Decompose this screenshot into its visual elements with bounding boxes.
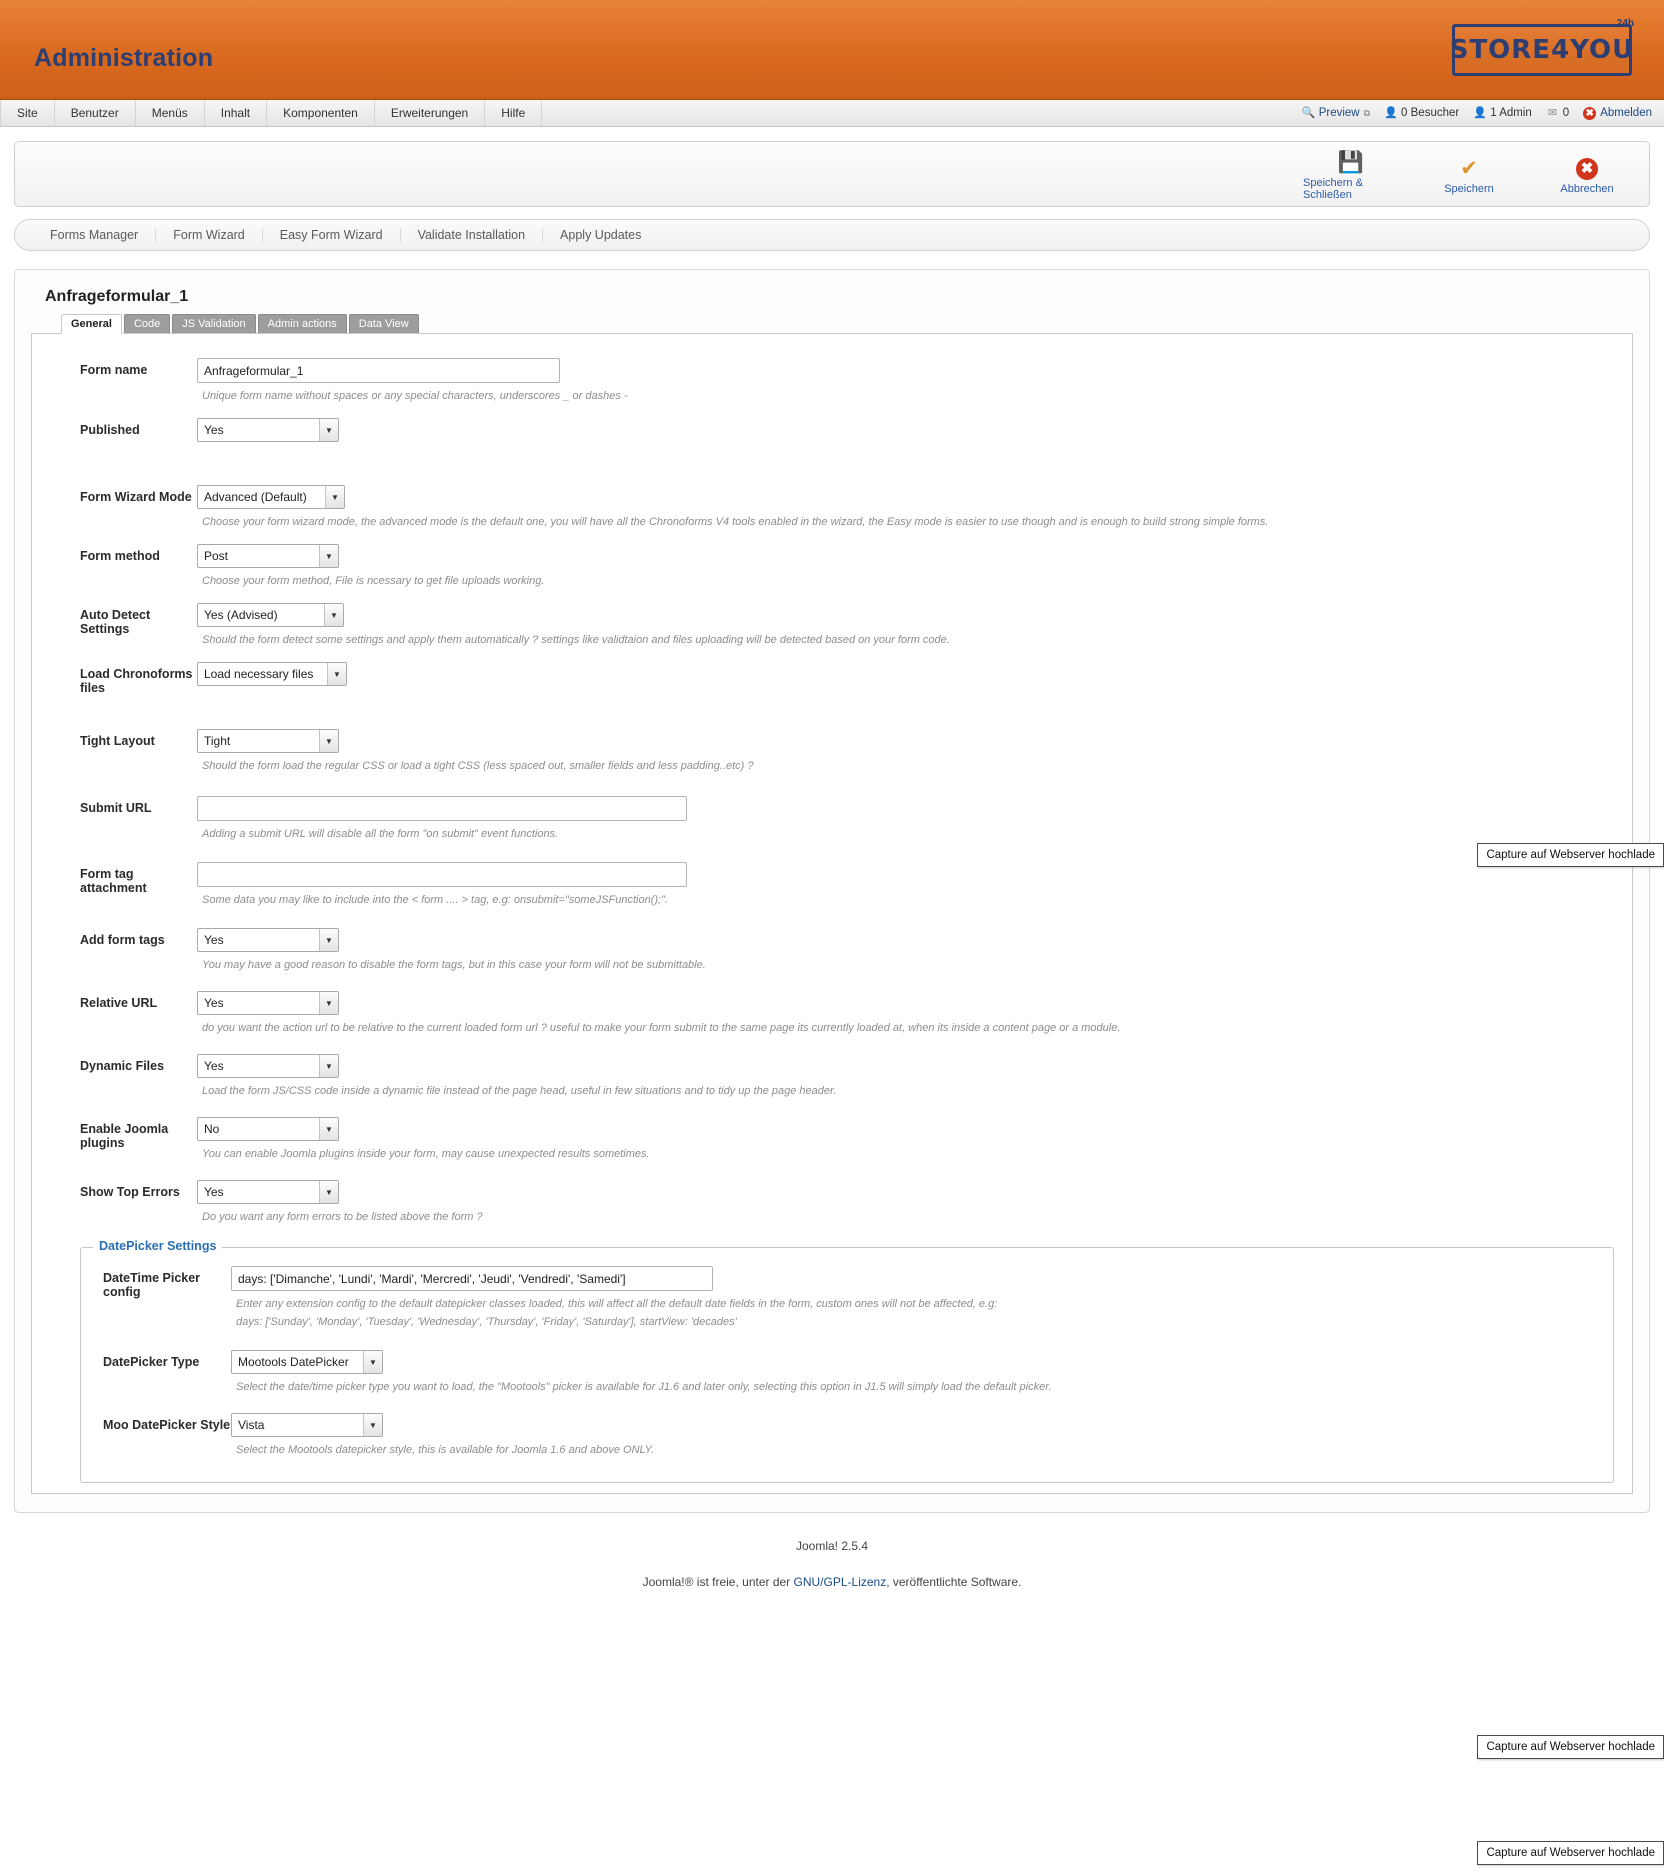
admins-count <box>1473 107 1532 120</box>
chevron-down-icon: ▼ <box>327 663 346 685</box>
row-auto-detect-settings <box>42 597 1622 656</box>
hint-datetime-picker-config-2: days: ['Sunday', 'Monday', 'Tuesday', 'Wednesday', 'Thursday', 'Friday', 'Saturday'], startView: 'decades' <box>236 1316 737 1328</box>
label-relative-url: Relative URL <box>80 996 158 1010</box>
hint-form-wizard-mode: Choose your form wizard mode, the advanced mode is the default one, you will have all the Chronoforms V4 tools enabled in the wizard, the Easy mode is easier to use though and is enough to build strong simple forms. <box>202 516 1269 528</box>
row-load-chronoforms-files <box>42 656 1622 723</box>
label-form-method: Form method <box>80 549 160 563</box>
enable-joomla-plugins-value: No <box>204 1122 220 1136</box>
show-top-errors-select[interactable] <box>197 1180 339 1204</box>
label-auto-detect-settings: Auto Detect Settings <box>80 608 151 636</box>
hint-add-form-tags: You may have a good reason to disable the form tags, but in this case your form will not be submittable. <box>202 959 706 971</box>
hint-form-method: Choose your form method, File is ncessary to get file uploads working. <box>202 575 545 587</box>
form-edit-panel <box>14 269 1650 1513</box>
chevron-down-icon: ▼ <box>319 545 338 567</box>
load-chronoforms-files-select[interactable] <box>197 662 347 686</box>
messages-label: 0 <box>1562 107 1570 119</box>
preview-link[interactable] <box>1302 107 1370 120</box>
menu-item-benutzer[interactable]: Benutzer <box>55 100 136 126</box>
load-chronoforms-files-value: Load necessary files <box>204 667 314 681</box>
subnav-form-wizard[interactable]: Form Wizard <box>156 228 263 242</box>
visitors-label: 0 Besucher <box>1401 107 1460 119</box>
checkmark-icon: ✔ <box>1460 156 1478 180</box>
label-datetime-picker-config: DateTime Picker config <box>103 1271 201 1299</box>
component-subnav <box>14 219 1650 251</box>
page-footer <box>0 1539 1664 1619</box>
row-add-form-tags <box>42 916 1622 981</box>
enable-joomla-plugins-select[interactable] <box>197 1117 339 1141</box>
credit-suffix: , veröffentlichte Software. <box>886 1575 1022 1589</box>
capture-toast-1[interactable]: Capture auf Webserver hochlade <box>1477 843 1664 867</box>
label-submit-url: Submit URL <box>80 801 152 815</box>
visitors-count <box>1384 107 1459 120</box>
relative-url-value: Yes <box>204 996 224 1010</box>
cancel-button[interactable] <box>1539 154 1635 195</box>
joomla-credit <box>0 1575 1664 1589</box>
tight-layout-value: Tight <box>204 734 231 748</box>
label-datepicker-type: DatePicker Type <box>103 1355 200 1369</box>
tab-admin-actions[interactable]: Admin actions <box>258 314 347 333</box>
row-enable-joomla-plugins <box>42 1107 1622 1170</box>
published-select[interactable] <box>197 418 339 442</box>
chevron-down-icon: ▼ <box>363 1351 382 1373</box>
capture-toast-2[interactable]: Capture auf Webserver hochlade <box>1477 1735 1664 1759</box>
joomla-version: Joomla! 2.5.4 <box>795 1539 869 1553</box>
row-form-method <box>42 538 1622 597</box>
general-tab-panel <box>31 333 1633 1494</box>
moo-datepicker-style-select[interactable] <box>231 1413 383 1437</box>
label-moo-datepicker-style: Moo DatePicker Style <box>103 1418 231 1432</box>
submit-url-input[interactable] <box>197 796 687 821</box>
label-published: Published <box>80 423 140 437</box>
user-icon: 👤 <box>1384 106 1398 119</box>
menu-item-komponenten[interactable]: Komponenten <box>267 100 375 126</box>
action-toolbar <box>14 141 1650 207</box>
add-form-tags-select[interactable] <box>197 928 339 952</box>
dynamic-files-value: Yes <box>204 1059 224 1073</box>
form-method-select[interactable] <box>197 544 339 568</box>
messages-count[interactable] <box>1546 107 1569 120</box>
row-datepicker-type <box>91 1338 1603 1403</box>
row-form-name <box>42 352 1622 412</box>
dynamic-files-select[interactable] <box>197 1054 339 1078</box>
label-enable-joomla-plugins: Enable Joomla plugins <box>80 1122 169 1150</box>
form-tabs <box>61 313 1633 333</box>
label-dynamic-files: Dynamic Files <box>80 1059 165 1073</box>
tab-general[interactable]: General <box>61 314 122 334</box>
datetime-picker-config-input[interactable] <box>231 1266 713 1291</box>
hint-form-tag-attachment: Some data you may like to include into the < form .... > tag, e.g: onsubmit="someJSFunction();". <box>202 894 669 906</box>
row-form-wizard-mode <box>42 479 1622 538</box>
show-top-errors-value: Yes <box>204 1185 224 1199</box>
menu-item-menus[interactable]: Menüs <box>136 100 205 126</box>
logout-label: Abmelden <box>1600 107 1652 119</box>
floppy-disk-icon: 💾 <box>1337 150 1365 174</box>
mail-icon: ✉ <box>1547 106 1557 119</box>
menu-items <box>0 100 542 126</box>
row-moo-datepicker-style <box>91 1403 1603 1466</box>
logo-badge: 24h <box>1616 18 1634 29</box>
hint-relative-url: do you want the action url to be relative to the current loaded form url ? useful to make your form submit to the same page its currently loaded at, when its inside a content page or a module. <box>202 1022 1121 1034</box>
form-method-value: Post <box>204 549 229 563</box>
menu-item-hilfe[interactable]: Hilfe <box>485 100 542 126</box>
search-icon: 🔍 <box>1301 106 1316 119</box>
hint-datepicker-type: Select the date/time picker type you want to load, the "Mootools" picker is available for J1.6 and later only, selecting this option in J1.5 will simply load the default picker. <box>236 1381 1052 1393</box>
auto-detect-settings-select[interactable] <box>197 603 344 627</box>
subnav-forms-manager[interactable]: Forms Manager <box>33 228 156 242</box>
menu-item-site[interactable]: Site <box>0 100 55 126</box>
subnav-apply-updates[interactable]: Apply Updates <box>560 228 642 242</box>
moo-datepicker-style-value: Vista <box>238 1418 265 1432</box>
chevron-down-icon: ▼ <box>319 730 338 752</box>
hint-dynamic-files: Load the form JS/CSS code inside a dynamic file instead of the page head, useful in few situations and to tidy up the page header. <box>202 1085 837 1097</box>
datepicker-settings-legend: DatePicker Settings <box>93 1239 222 1253</box>
row-published <box>42 412 1622 479</box>
relative-url-select[interactable] <box>197 991 339 1015</box>
label-load-chronoforms-files: Load Chronoforms files <box>80 667 193 695</box>
chevron-down-icon: ▼ <box>319 1118 338 1140</box>
tab-code[interactable]: Code <box>124 314 170 333</box>
site-logo <box>1449 24 1635 76</box>
logout-button[interactable] <box>1583 107 1652 120</box>
row-datetime-picker-config <box>91 1262 1603 1338</box>
subnav-validate-installation[interactable]: Validate Installation <box>401 228 543 242</box>
hint-datetime-picker-config-1: Enter any extension config to the default datepicker classes loaded, this will affect all the default date fields in the form, custom ones will not be affected, e.g: <box>236 1298 998 1310</box>
datepicker-type-value: Mootools DatePicker <box>238 1355 349 1369</box>
form-name-input[interactable] <box>197 358 560 383</box>
credit-mid: ist freie, unter der <box>696 1575 794 1589</box>
row-tight-layout <box>42 723 1622 782</box>
save-and-close-button[interactable] <box>1303 148 1399 201</box>
credit-prefix: Joomla!® <box>642 1575 697 1589</box>
datepicker-type-select[interactable] <box>231 1350 383 1374</box>
chevron-down-icon: ▼ <box>319 992 338 1014</box>
datepicker-settings-fieldset <box>80 1239 1614 1483</box>
menu-item-erweiterungen[interactable]: Erweiterungen <box>375 100 485 126</box>
hint-auto-detect-settings: Should the form detect some settings and apply them automatically ? settings like validtaion and files uploading will be detected based on your form code. <box>202 634 950 646</box>
form-wizard-mode-select[interactable] <box>197 485 345 509</box>
logo-text: STORE4YOU <box>1449 35 1635 65</box>
chevron-down-icon: ▼ <box>325 486 344 508</box>
preview-label: Preview <box>1318 107 1360 119</box>
save-button[interactable] <box>1421 154 1517 195</box>
chevron-down-icon: ▼ <box>319 1055 338 1077</box>
tab-data-view[interactable]: Data View <box>349 314 419 333</box>
auto-detect-settings-value: Yes (Advised) <box>204 608 278 622</box>
chevron-down-icon: ▼ <box>324 604 343 626</box>
hint-moo-datepicker-style: Select the Mootools datepicker style, this is available for Joomla 1.6 and above ONLY. <box>236 1444 655 1456</box>
label-show-top-errors: Show Top Errors <box>80 1185 180 1199</box>
add-form-tags-value: Yes <box>204 933 224 947</box>
external-link-icon: ⧉ <box>1363 107 1371 118</box>
chevron-down-icon: ▼ <box>319 1181 338 1203</box>
hint-enable-joomla-plugins: You can enable Joomla plugins inside your form, may cause unexpected results sometimes. <box>202 1148 650 1160</box>
row-submit-url <box>42 782 1622 850</box>
tab-js-validation[interactable]: JS Validation <box>172 314 255 333</box>
hint-form-name: Unique form name without spaces or any special characters, underscores _ or dashes - <box>202 390 628 402</box>
gpl-license-link[interactable]: GNU/GPL-Lizenz <box>793 1575 887 1589</box>
row-show-top-errors <box>42 1170 1622 1233</box>
capture-toast-3[interactable]: Capture auf Webserver hochlade <box>1477 1841 1664 1865</box>
chevron-down-icon: ▼ <box>363 1414 382 1436</box>
menu-item-inhalt[interactable]: Inhalt <box>205 100 267 126</box>
hint-load-chronoforms-files <box>202 691 1622 715</box>
save-and-close-label: Speichern & Schließen <box>1303 176 1363 201</box>
admins-label: 1 Admin <box>1490 107 1532 119</box>
row-form-tag-attachment <box>42 850 1622 916</box>
row-dynamic-files <box>42 1044 1622 1107</box>
form-wizard-mode-value: Advanced (Default) <box>204 490 307 504</box>
page-header <box>0 0 1664 100</box>
label-tight-layout: Tight Layout <box>80 734 155 748</box>
save-label: Speichern <box>1444 182 1494 195</box>
page-title: Administration <box>34 44 214 72</box>
chevron-down-icon: ▼ <box>319 929 338 951</box>
form-tag-attachment-input[interactable] <box>197 862 687 887</box>
subnav-easy-form-wizard[interactable]: Easy Form Wizard <box>263 228 401 242</box>
hint-submit-url: Adding a submit URL will disable all the form "on submit" event functions. <box>202 828 559 840</box>
logout-icon: ✖ <box>1583 107 1596 120</box>
label-form-wizard-mode: Form Wizard Mode <box>80 490 192 504</box>
menubar-status-area <box>1302 100 1664 126</box>
published-value: Yes <box>204 423 224 437</box>
row-relative-url <box>42 981 1622 1044</box>
label-add-form-tags: Add form tags <box>80 933 165 947</box>
chevron-down-icon: ▼ <box>319 419 338 441</box>
label-form-tag-attachment: Form tag attachment <box>80 867 147 895</box>
cancel-label: Abbrechen <box>1560 182 1614 195</box>
form-title: Anfrageformular_1 <box>45 288 189 305</box>
hint-show-top-errors: Do you want any form errors to be listed above the form ? <box>202 1211 483 1223</box>
hint-published <box>202 447 1622 471</box>
admin-user-icon: 👤 <box>1473 106 1487 119</box>
tight-layout-select[interactable] <box>197 729 339 753</box>
label-form-name: Form name <box>80 363 148 377</box>
close-icon: ✖ <box>1576 158 1598 180</box>
hint-tight-layout: Should the form load the regular CSS or load a tight CSS (less spaced out, smaller fields and less padding..etc) ? <box>202 760 754 772</box>
main-menubar <box>0 100 1664 127</box>
